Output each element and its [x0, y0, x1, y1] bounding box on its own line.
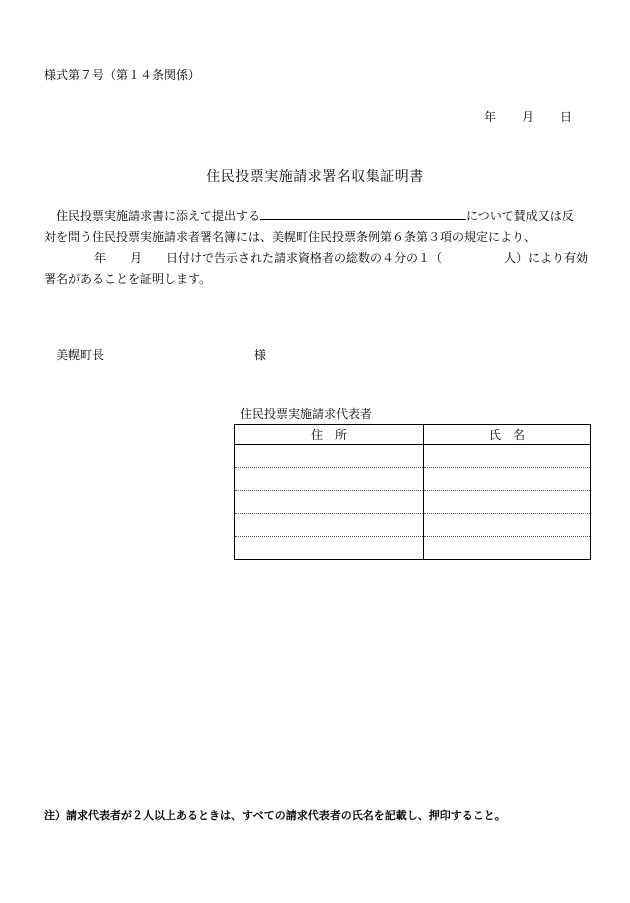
representatives-label: 住民投票実施請求代表者: [240, 407, 373, 421]
table-row: [235, 445, 591, 468]
form-number: 様式第７号（第１４条関係）: [44, 68, 201, 82]
body-line3-mid: 日付けで告示された請求資格者の総数の４分の１（: [166, 251, 443, 265]
name-header: 氏 名: [424, 425, 591, 445]
address-cell[interactable]: [235, 468, 424, 491]
date-month: 月: [522, 110, 535, 124]
table-row: [235, 537, 591, 560]
body-line-2: 対を問う住民投票実施請求者署名簿には、美幌町住民投票条例第６条第３項の規定により、: [44, 230, 537, 244]
addressee: 美幌町長: [56, 348, 105, 362]
footnote: 注）請求代表者が２人以上あるときは、すべての請求代表者の氏名を記載し、押印すること。: [44, 809, 506, 822]
name-cell[interactable]: [424, 537, 591, 560]
name-cell[interactable]: [424, 468, 591, 491]
address-cell[interactable]: [235, 537, 424, 560]
table-row: [235, 491, 591, 514]
body-line-4: 署名があることを証明します。: [44, 272, 212, 286]
name-cell[interactable]: [424, 514, 591, 537]
address-cell[interactable]: [235, 491, 424, 514]
body-line3-year: 年: [94, 251, 107, 265]
body-line1-suffix: について賛成又は反: [466, 209, 574, 223]
table-row: [235, 514, 591, 537]
address-cell[interactable]: [235, 445, 424, 468]
address-header: 住 所: [235, 425, 424, 445]
date-day: 日: [560, 110, 573, 124]
body-line-3: [44, 248, 596, 269]
subject-blank[interactable]: [260, 206, 466, 220]
body-line3-suffix: 人）により有効: [504, 251, 589, 265]
honorific: 様: [254, 348, 267, 362]
table-row: [235, 468, 591, 491]
address-cell[interactable]: [235, 514, 424, 537]
document-title: 住民投票実施請求署名収集証明書: [206, 169, 424, 185]
date-year: 年: [484, 110, 497, 124]
name-cell[interactable]: [424, 445, 591, 468]
name-cell[interactable]: [424, 491, 591, 514]
body-line1-prefix: 住民投票実施請求書に添えて提出する: [56, 209, 261, 223]
body-line3-month: 月: [130, 251, 143, 265]
body-line-1: [56, 206, 574, 227]
representatives-table: [234, 424, 591, 560]
table-header-row: [235, 425, 591, 445]
